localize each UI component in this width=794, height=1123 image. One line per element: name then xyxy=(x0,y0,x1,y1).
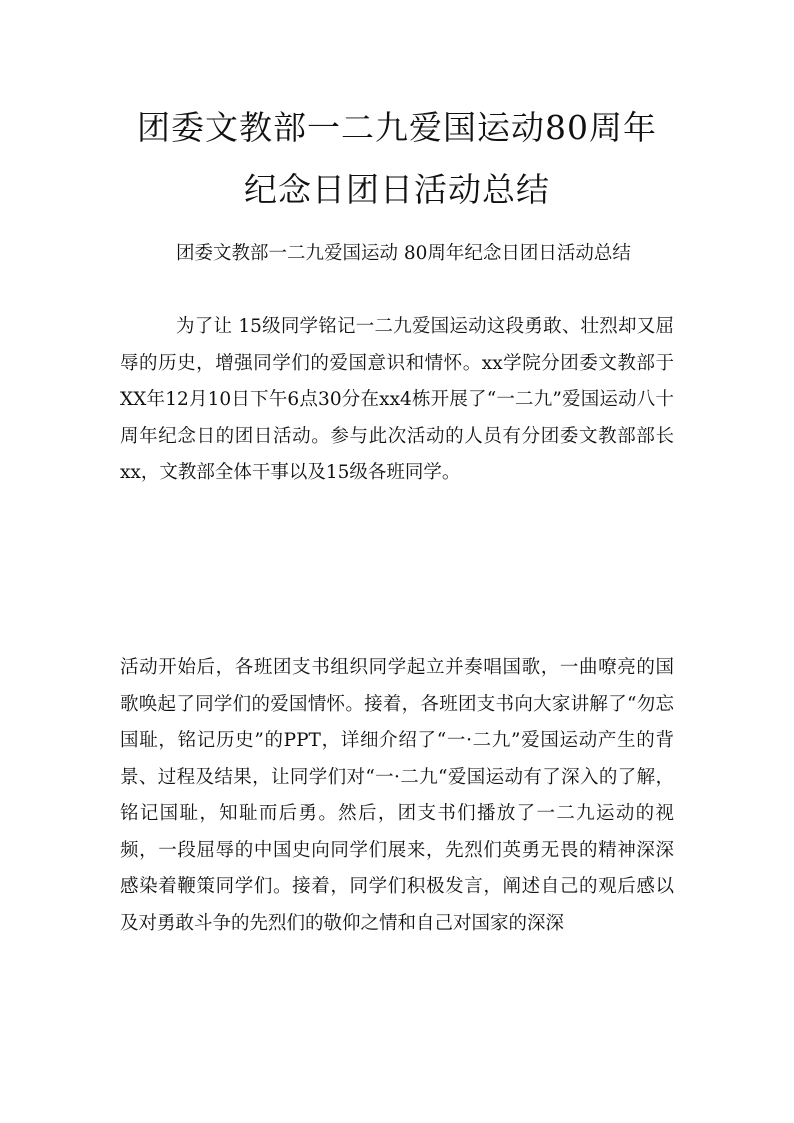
title-line-2: 纪念日团日活动总结 xyxy=(244,170,550,209)
document-title xyxy=(110,97,684,221)
paragraph-intro: 为了让 15级同学铭记一二九爱国运动这段勇敢、壮烈却又屈辱的历史，增强同学们的爱国意识和情怀。xx学院分团委文教部于 XX年12月10日下午6点30分在xx4栋开展了“一二九”爱国运动八十周年纪念日的团日活动。参与此次活动的人员有分团委文教部部长 xx，文教部全体干事以及15级各班同学。 xyxy=(120,316,674,483)
title-line-1: 团委文教部一二九爱国运动80周年 xyxy=(137,108,657,147)
paragraph-subtitle: 团委文教部一二九爱国运动 80周年纪念日团日活动总结 xyxy=(176,243,631,264)
paragraph-activity: 活动开始后，各班团支书组织同学起立并奏唱国歌，一曲嘹亮的国歌唤起了同学们的爱国情怀。接着，各班团支书向大家讲解了“勿忘国耻，铭记历史”的PPT，详细介绍了“一·二九”爱国运动产生的背景、过程及结果，让同学们对“一·二九“爱国运动有了深入的了解，铭记国耻，知耻而后勇。然后，团支书们播放了一二九运动的视频，一段屈辱的中国史向同学们展来，先烈们英勇无畏的精神深深感染着鞭策同学们。接着，同学们积极发言，阐述自己的观后感以及对勇敢斗争的先烈们的敬仰之情和自己对国家的深深 xyxy=(120,657,674,934)
